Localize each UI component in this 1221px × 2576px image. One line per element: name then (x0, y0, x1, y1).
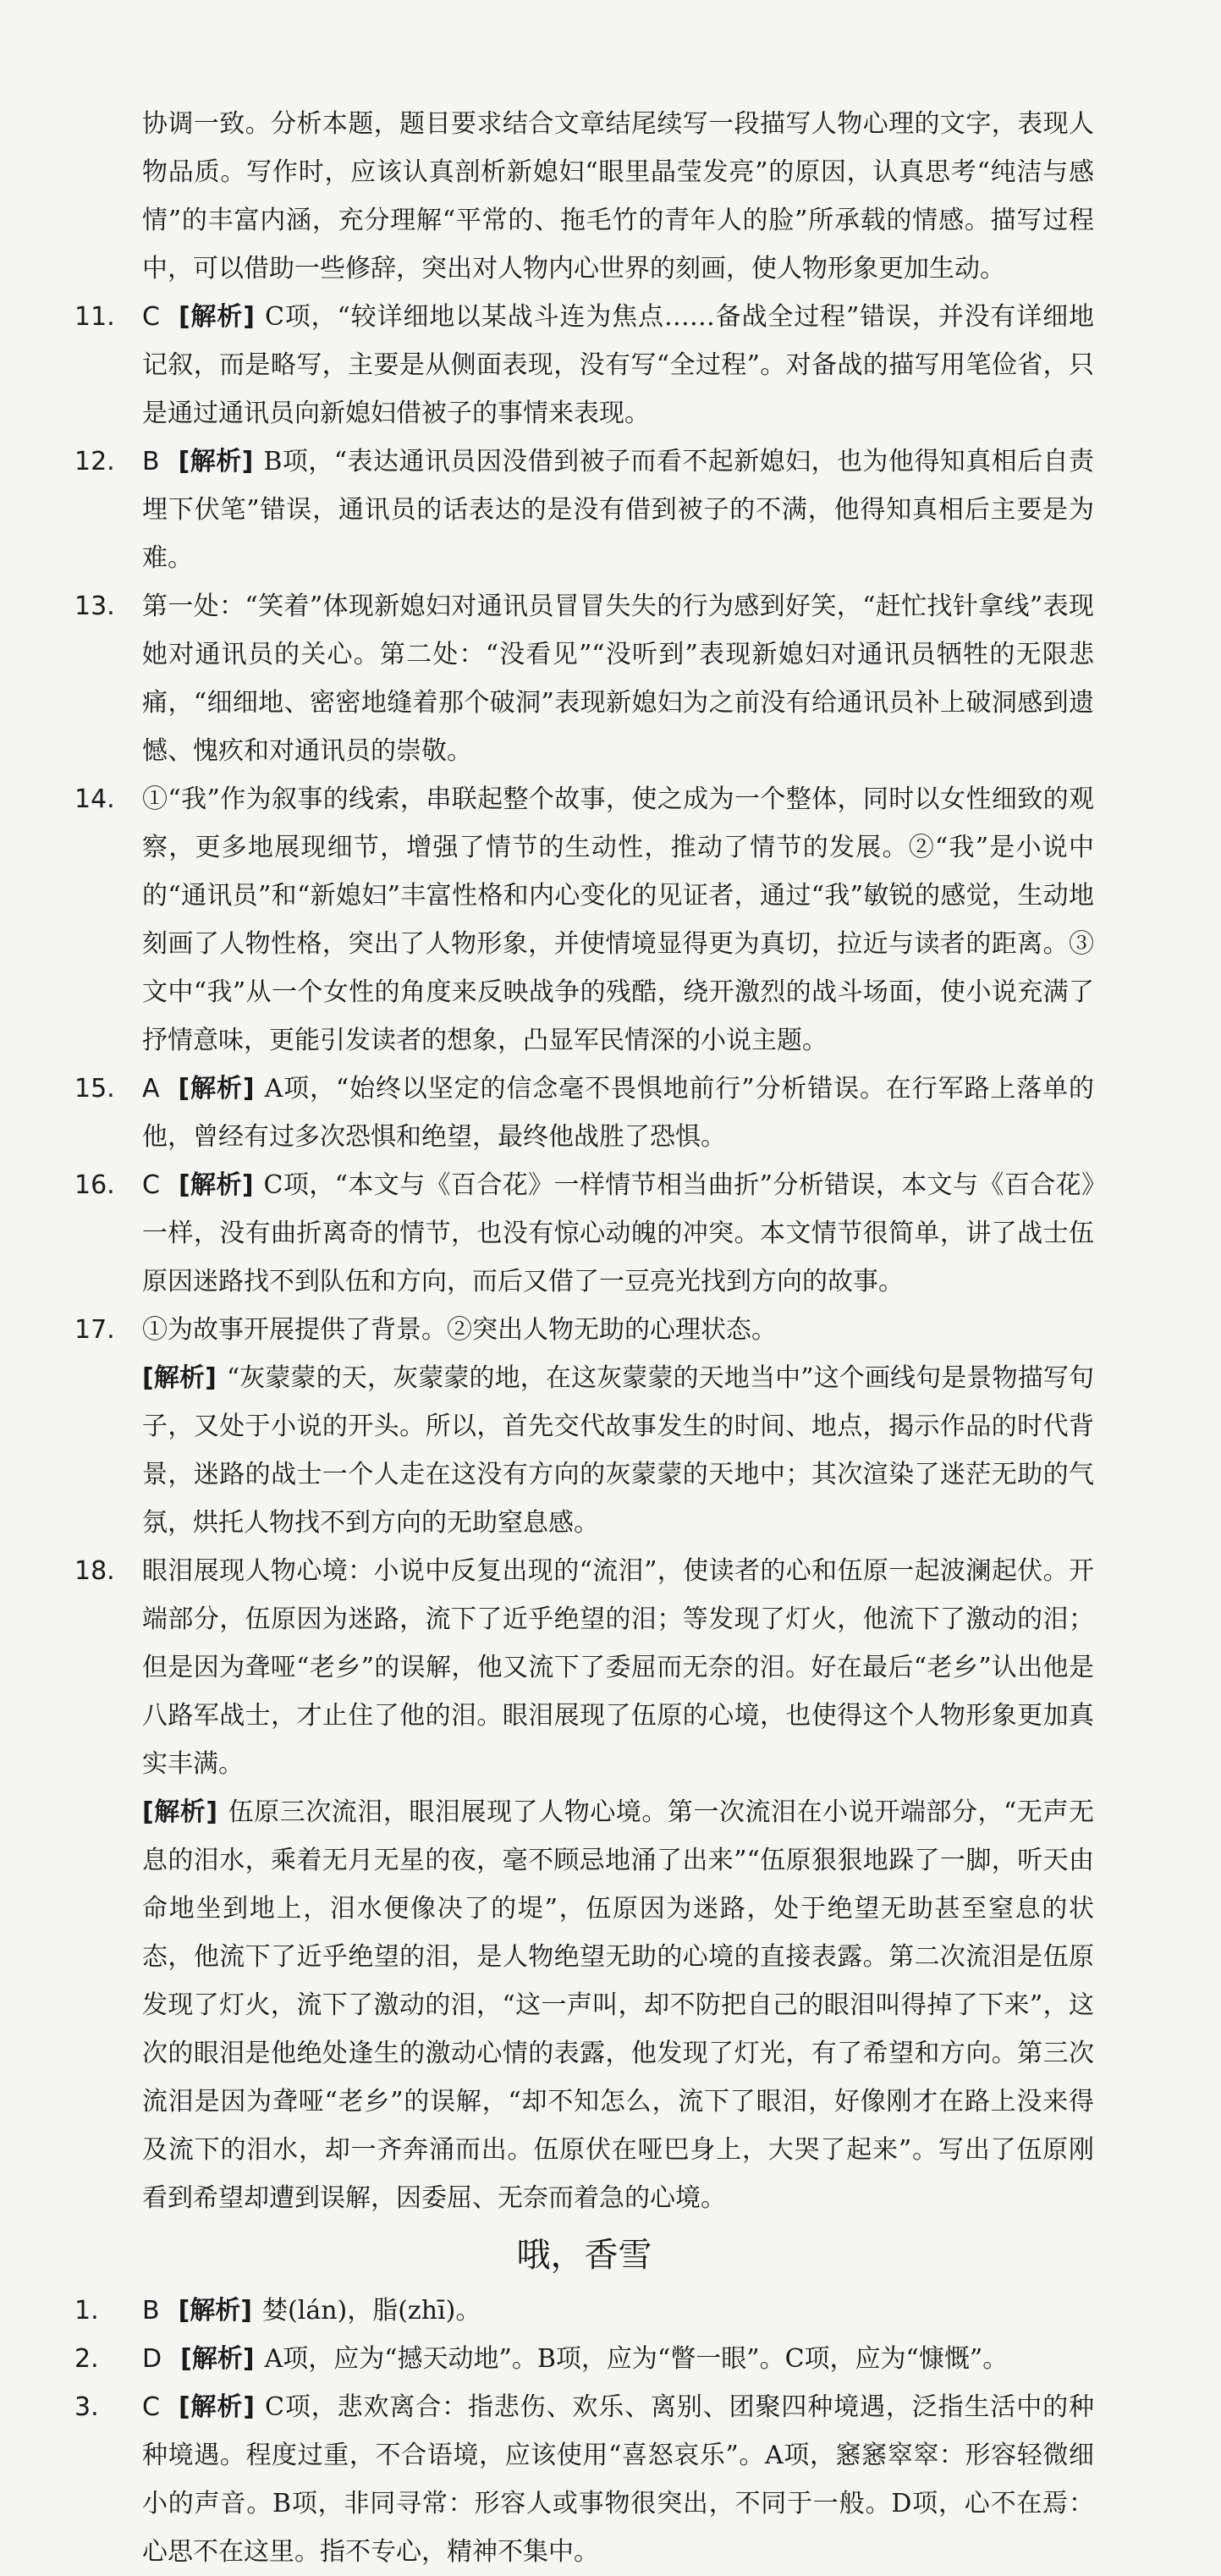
item-body (142, 438, 1094, 582)
item-number: 2. (74, 2344, 99, 2374)
answer-item-15 (74, 1065, 1094, 1161)
analysis-block (142, 1354, 1094, 1547)
item-number: 1. (74, 2296, 99, 2326)
answer-item-18 (74, 1547, 1094, 2222)
section-item-3 (74, 2383, 1094, 2576)
item-number: 12. (74, 447, 115, 476)
item-number: 18. (74, 1556, 115, 1586)
item-body (142, 1065, 1094, 1161)
analysis-text: A项，“始终以坚定的信念毫不畏惧地前行”分析错误。在行军路上落单的他，曾经有过多次恐惧和绝望，最终他战胜了恐惧。 (142, 1074, 1095, 1152)
analysis-text: 伍原三次流泪，眼泪展现了人物心境。第一次流泪在小说开端部分，“无声无息的泪水，乘着无月无星的夜，毫不顾忌地涌了出来”“伍原狠狠地跺了一脚，听天由命地坐到地上，泪水便像决了的堤”，伍原因为迷路，处于绝望无助甚至窒息的状态，他流下了近乎绝望的泪，是人物绝望无助的心境的直接表露。第二次流泪是伍原发现了灯火，流下了激动的泪，“这一声叫，却不防把自己的眼泪叫得掉了下来”，这次的眼泪是他绝处逢生的激动心情的表露，他发现了灯光，有了希望和方向。第三次流泪是因为聋哑“老乡”的误解，“却不知怎么，流下了眼泪，好像刚才在路上没来得及流下的泪水，却一齐奔涌而出。伍原伏在哑巴身上，大哭了起来”。写出了伍原刚看到希望却遭到误解，因委屈、无奈而着急的心境。 (142, 1797, 1094, 2213)
answer-letter: D (142, 2344, 162, 2374)
answer-letter: A (142, 1074, 160, 1104)
answer-letter: C (142, 1170, 160, 1200)
item-number: 11. (74, 302, 115, 332)
answer-item-14 (74, 775, 1094, 1065)
item-body (142, 293, 1094, 438)
section-item-1 (74, 2287, 1094, 2335)
item-number: 3. (74, 2392, 99, 2422)
item-number: 13. (74, 592, 115, 621)
answer-item-13 (74, 582, 1094, 775)
analysis-tag: [解析] (178, 2392, 255, 2422)
analysis-tag: [解析] (178, 302, 255, 332)
section-item-2 (74, 2335, 1094, 2383)
analysis-tag: [解析] (142, 1363, 217, 1393)
analysis-tag: [解析] (178, 2296, 253, 2326)
answer-item-16 (74, 1161, 1094, 1306)
analysis-tag: [解析] (180, 2344, 255, 2374)
item-number: 15. (74, 1074, 115, 1104)
analysis-text: C项，“本文与《百合花》一样情节相当曲折”分析错误，本文与《百合花》一样，没有曲折离奇的情节，也没有惊心动魄的冲突。本文情节很简单，讲了战士伍原因迷路找不到队伍和方向，而后又借了一豆亮光找到方向的故事。 (142, 1170, 1094, 1296)
item-body (142, 2335, 1094, 2383)
answer-letter: B (142, 447, 160, 476)
item-number: 17. (74, 1315, 115, 1345)
answer-letter: B (142, 2296, 160, 2326)
analysis-text: 婪(lán)，脂(zhī)。 (262, 2296, 481, 2326)
item-body (142, 1161, 1094, 1306)
answer-item-17 (74, 1306, 1094, 1547)
analysis-text: C项，“较详细地以某战斗连为焦点……备战全过程”错误，并没有详细地记叙，而是略写，主要是从侧面表现，没有写“全过程”。对备战的描写用笔俭省，只是通过通讯员向新媳妇借被子的事情来表现。 (142, 302, 1094, 428)
analysis-tag: [解析] (178, 1170, 254, 1200)
analysis-text: C项，悲欢离合：指悲伤、欢乐、离别、团聚四种境遇，泛指生活中的种种境遇。程度过重，不合语境，应该使用“喜怒哀乐”。A项，窸窸窣窣：形容轻微细小的声音。B项，非同寻常：形容人或事物很突出，不同于一般。D项，心不在焉：心思不在这里。指不专心，精神不集中。 (142, 2392, 1095, 2567)
analysis-text: A项，应为“撼天动地”。B项，应为“瞥一眼”。C项，应为“慷慨”。 (264, 2344, 1009, 2374)
answer-letter: C (142, 2392, 160, 2422)
answer-letter: C (142, 302, 160, 332)
answer-item-11 (74, 293, 1094, 438)
item-body (142, 1306, 1094, 1547)
analysis-tag: [解析] (142, 1797, 218, 1827)
item-body: 第一处：“笑着”体现新媳妇对通讯员冒冒失失的行为感到好笑，“赶忙找针拿线”表现她对通讯员的关心。第二处：“没看见”“没听到”表现新媳妇对通讯员牺牲的无限悲痛，“细细地、密密地缝着那个破洞”表现新媳妇为之前没有给通讯员补上破洞感到遗憾、愧疚和对通讯员的崇敬。 (142, 592, 1094, 766)
answer-text: ①为故事开展提供了背景。②突出人物无助的心理状态。 (142, 1315, 777, 1345)
item-body (142, 2383, 1094, 2576)
answer-text: 眼泪展现人物心境：小说中反复出现的“流泪”，使读者的心和伍原一起波澜起伏。开端部分，伍原因为迷路，流下了近乎绝望的泪；等发现了灯火，他流下了激动的泪；但是因为聋哑“老乡”的误解，他又流下了委屈而无奈的泪。好在最后“老乡”认出他是八路军战士，才止住了他的泪。眼泪展现了伍原的心境，也使得这个人物形象更加真实丰满。 (142, 1556, 1094, 1779)
answer-item-12 (74, 438, 1094, 582)
item-body (142, 2287, 1094, 2335)
item-body: ①“我”作为叙事的线索，串联起整个故事，使之成为一个整体，同时以女性细致的观察，更多地展现细节，增强了情节的生动性，推动了情节的发展。②“我”是小说中的“通讯员”和“新媳妇”丰富性格和内心变化的见证者，通过“我”敏锐的感觉，生动地刻画了人物性格，突出了人物形象，并使情境显得更为真切，拉近与读者的距离。③文中“我”从一个女性的角度来反映战争的残酷，绕开激烈的战斗场面，使小说充满了抒情意味，更能引发读者的想象，凸显军民情深的小说主题。 (142, 784, 1094, 1055)
analysis-text: B项，“表达通讯员因没借到被子而看不起新媳妇，也为他得知真相后自责埋下伏笔”错误，通讯员的话表达的是没有借到被子的不满，他得知真相后主要是为难。 (142, 447, 1094, 573)
section-title: 哦，香雪 (516, 2236, 652, 2275)
analysis-text: “灰蒙蒙的天，灰蒙蒙的地，在这灰蒙蒙的天地当中”这个画线句是景物描写句子，又处于小说的开头。所以，首先交代故事发生的时间、地点，揭示作品的时代背景，迷路的战士一个人走在这没有方向的灰蒙蒙的天地中；其次渲染了迷茫无助的气氛，烘托人物找不到方向的无助窒息感。 (142, 1363, 1094, 1538)
analysis-tag: [解析] (178, 1074, 255, 1104)
item-number: 16. (74, 1170, 115, 1200)
item-number: 14. (74, 784, 115, 814)
item-body (142, 1547, 1094, 2222)
analysis-tag: [解析] (178, 447, 254, 476)
analysis-block (142, 1788, 1094, 2222)
intro-paragraph: 协调一致。分析本题，题目要求结合文章结尾续写一段描写人物心理的文字，表现人物品质。写作时，应该认真剖析新媳妇“眼里晶莹发亮”的原因，认真思考“纯洁与感情”的丰富内涵，充分理解“平常的、拖毛竹的青年人的脸”所承载的情感。描写过程中，可以借助一些修辞，突出对人物内心世界的刻画，使人物形象更加生动。 (142, 109, 1094, 283)
